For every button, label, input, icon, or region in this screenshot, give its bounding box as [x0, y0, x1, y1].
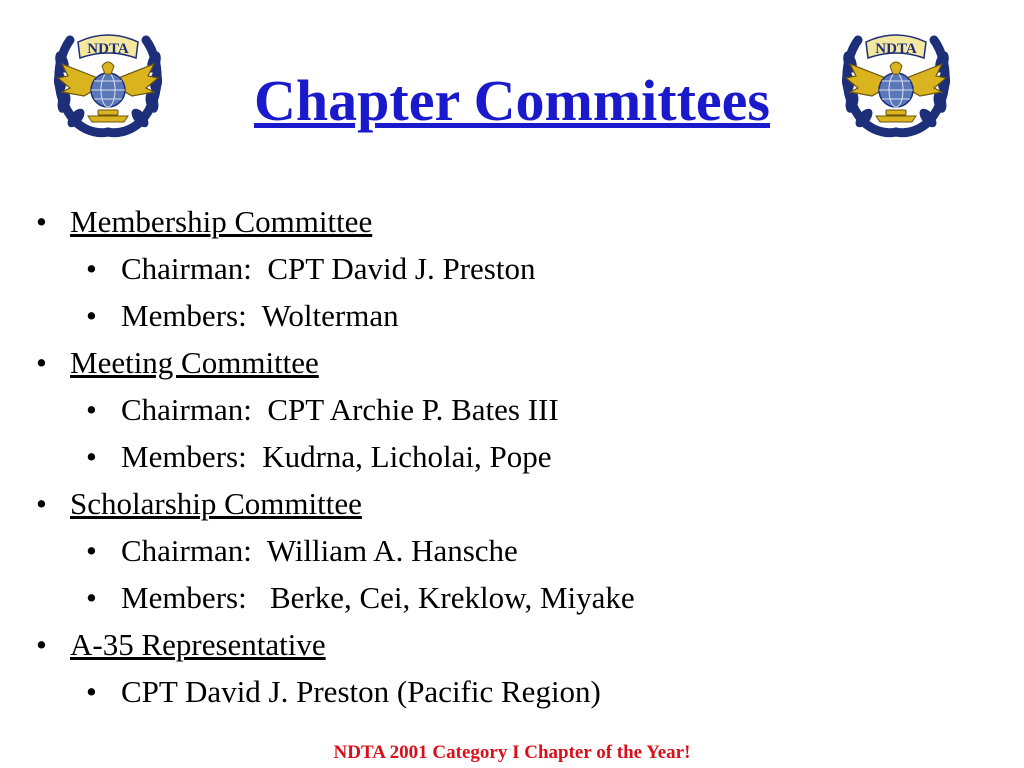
committee-detail-text: Members: Wolterman	[121, 298, 399, 333]
committee-detail	[0, 527, 1024, 574]
slide-footer: NDTA 2001 Category I Chapter of the Year!	[333, 742, 691, 763]
committee-heading	[0, 339, 1024, 386]
committee-heading-text: Meeting Committee	[70, 345, 319, 380]
committee-detail-text: Chairman: CPT Archie P. Bates III	[121, 392, 559, 427]
bullet-icon: •	[86, 580, 97, 615]
committee-heading-text: Membership Committee	[70, 204, 373, 239]
committee-detail-text: Chairman: CPT David J. Preston	[121, 251, 536, 286]
committee-detail	[0, 292, 1024, 339]
committee-detail-text: CPT David J. Preston (Pacific Region)	[121, 674, 601, 709]
bullet-icon: •	[36, 204, 47, 239]
bullet-icon: •	[36, 486, 47, 521]
committee-detail	[0, 668, 1024, 715]
committee-detail	[0, 245, 1024, 292]
bullet-icon: •	[86, 439, 97, 474]
committee-detail-text: Members: Kudrna, Licholai, Pope	[121, 439, 552, 474]
banner-icon	[866, 35, 926, 58]
bullet-icon: •	[36, 345, 47, 380]
committee-detail-text: Chairman: William A. Hansche	[121, 533, 518, 568]
banner-icon	[78, 35, 138, 58]
svg-text:NDTA: NDTA	[875, 41, 917, 57]
bullet-icon: •	[86, 533, 97, 568]
svg-text:NDTA: NDTA	[87, 41, 129, 57]
committee-heading	[0, 198, 1024, 245]
slide-title: Chapter Committees	[254, 68, 770, 133]
bullet-icon: •	[86, 298, 97, 333]
committee-heading	[0, 621, 1024, 668]
bullet-icon: •	[86, 674, 97, 709]
committee-detail	[0, 574, 1024, 621]
committee-list	[0, 198, 1024, 715]
bullet-icon: •	[86, 392, 97, 427]
bullet-icon: •	[36, 627, 47, 662]
committee-detail	[0, 386, 1024, 433]
committee-detail-text: Members: Berke, Cei, Kreklow, Miyake	[121, 580, 635, 615]
bullet-icon: •	[86, 251, 97, 286]
committee-heading-text: Scholarship Committee	[70, 486, 362, 521]
committee-heading	[0, 480, 1024, 527]
committee-heading-text: A-35 Representative	[70, 627, 326, 662]
committee-detail	[0, 433, 1024, 480]
